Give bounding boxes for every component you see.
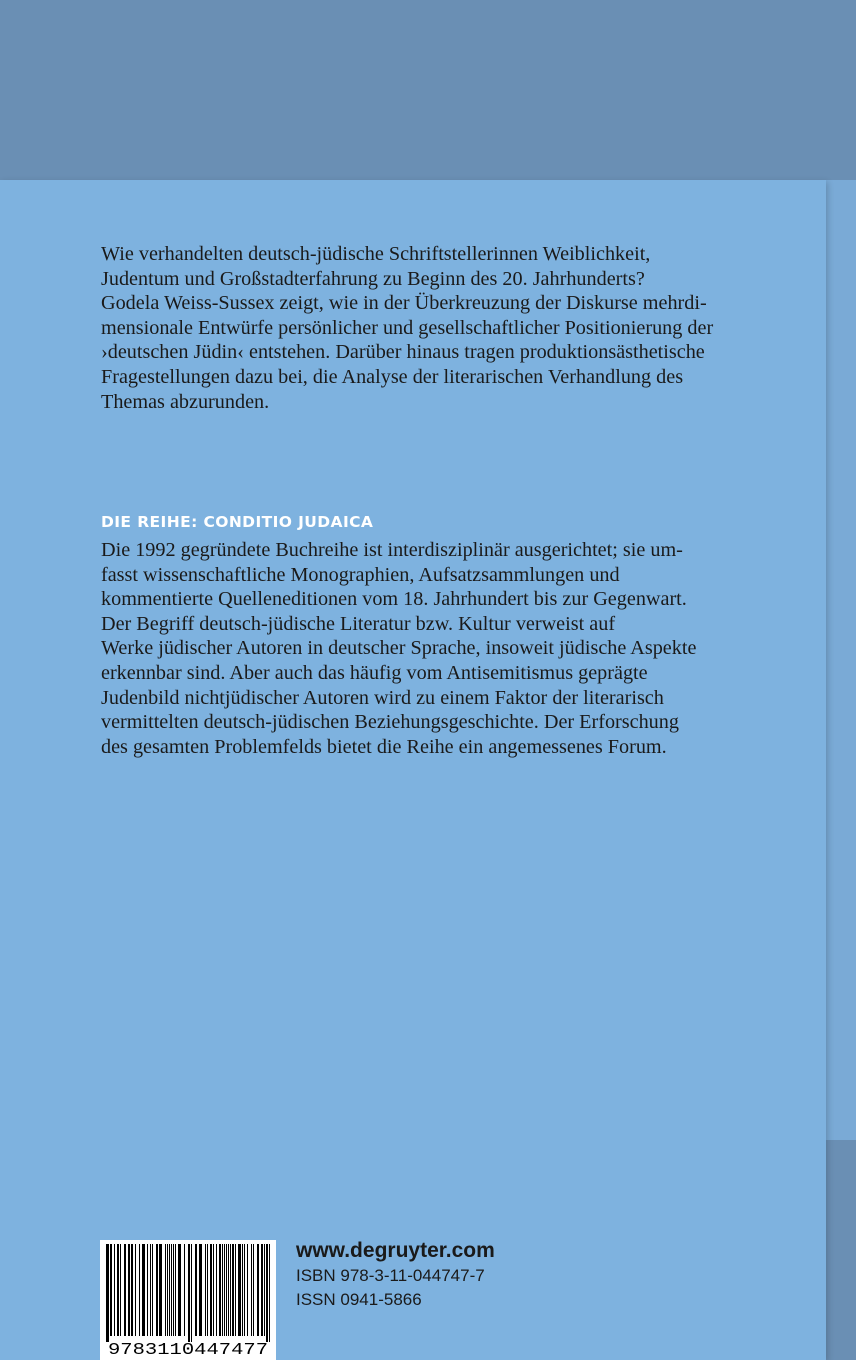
barcode-bar (261, 1244, 263, 1336)
barcode-bar (173, 1244, 174, 1336)
blurb-line: Wie verhandelten deutsch-jüdische Schriftstellerinnen Weiblichkeit, (101, 243, 651, 265)
barcode-bar (142, 1244, 145, 1336)
barcode-bar (188, 1244, 190, 1342)
barcode-digits: 9783110447477 (108, 1341, 268, 1360)
series-heading: DIE REIHE: CONDITIO JUDAICA (101, 513, 374, 531)
series-line: des gesamten Problemfelds bietet die Reihe ein angemessenes Forum. (101, 735, 667, 758)
blurb-line: Fragestellungen dazu bei, die Analyse der literarischen Verhandlung des (101, 365, 684, 388)
issn-number: ISSN 0941-5866 (296, 1290, 422, 1309)
barcode-bar (175, 1244, 176, 1336)
barcode-bar (135, 1244, 136, 1336)
cover-edge (826, 180, 856, 1140)
series-line: erkennbar sind. Aber auch das häufig vom Antisemitismus geprägte (101, 661, 648, 684)
barcode-bar (152, 1244, 153, 1336)
barcode-bar (238, 1244, 241, 1336)
barcode-bar (120, 1244, 121, 1336)
barcode-bar (171, 1244, 172, 1336)
barcode-bar (184, 1244, 185, 1336)
barcode-graphic (100, 1240, 276, 1360)
barcode-bar (114, 1244, 115, 1336)
barcode-bar (106, 1244, 109, 1342)
barcode-bar (235, 1244, 236, 1336)
barcode-bar (247, 1244, 248, 1336)
series-line: Die 1992 gegründete Buchreihe ist interdisziplinär ausgerichtet; sie um- (101, 539, 683, 561)
barcode-bar (228, 1244, 229, 1336)
barcode-bar (147, 1244, 148, 1336)
series-line: fasst wissenschaftliche Monographien, Aufsatzsammlungen und (101, 563, 620, 586)
isbn-barcode (100, 1240, 276, 1360)
isbn-number: ISBN 978-3-11-044747-7 (296, 1266, 485, 1285)
barcode-bar (139, 1244, 140, 1336)
barcode-bar (226, 1244, 227, 1336)
barcode-bar (199, 1244, 202, 1336)
barcode-bar (253, 1244, 254, 1336)
barcode-bar (266, 1244, 268, 1342)
barcode-bar (213, 1244, 214, 1336)
barcode-bar (191, 1244, 192, 1342)
publisher-website[interactable]: www.degruyter.com (296, 1239, 495, 1262)
blurb-line: Themas abzurunden. (101, 390, 270, 413)
barcode-bar (169, 1244, 170, 1336)
series-description (101, 538, 741, 759)
barcode-bar (110, 1244, 112, 1336)
barcode-bar (117, 1244, 119, 1336)
barcode-bar (251, 1244, 252, 1336)
blurb-line: Judentum und Großstadterfahrung zu Beginn des 20. Jahrhunderts? (101, 267, 645, 290)
barcode-bar (150, 1244, 151, 1336)
barcode-bar (195, 1244, 197, 1336)
barcode-bar (230, 1244, 231, 1336)
barcode-bar (128, 1244, 130, 1336)
barcode-bar (219, 1244, 221, 1336)
barcode-bar (222, 1244, 223, 1336)
barcode-bar (159, 1244, 162, 1336)
barcode-bar (216, 1244, 217, 1336)
series-line: Judenbild nichtjüdischer Autoren wird zu einem Faktor der literarisch (101, 686, 664, 709)
book-blurb (101, 242, 741, 414)
barcode-bar (210, 1244, 212, 1336)
blurb-line: mensionale Entwürfe persönlicher und gesellschaftlicher Positionierung der (101, 316, 714, 339)
series-line: Der Begriff deutsch-jüdische Literatur bzw. Kultur verweist auf (101, 612, 616, 635)
barcode-bar (232, 1244, 234, 1336)
barcode-bar (257, 1244, 259, 1336)
barcode-bar (156, 1244, 158, 1336)
series-line: kommentierte Quelleneditionen vom 18. Jahrhundert bis zur Gegenwart. (101, 588, 687, 611)
barcode-bar (224, 1244, 225, 1336)
barcode-bar (124, 1244, 126, 1336)
barcode-bar (264, 1244, 265, 1336)
barcode-bar (207, 1244, 208, 1336)
barcode-bar (242, 1244, 243, 1336)
series-line: Werke jüdischer Autoren in deutscher Sprache, insoweit jüdische Aspekte (101, 637, 697, 660)
barcode-bar (165, 1244, 166, 1336)
barcode-bar (167, 1244, 168, 1336)
back-cover-panel (0, 180, 826, 1360)
blurb-line: ›deutschen Jüdin‹ entstehen. Darüber hinaus tragen produktionsästhetische (101, 341, 705, 364)
publisher-info (296, 1238, 495, 1312)
blurb-line: Godela Weiss-Sussex zeigt, wie in der Überkreuzung der Diskurse mehrdi- (101, 292, 707, 315)
barcode-bar (131, 1244, 133, 1336)
barcode-bar (269, 1244, 270, 1342)
barcode-bar (178, 1244, 181, 1336)
barcode-bar (205, 1244, 206, 1336)
barcode-bar (244, 1244, 245, 1336)
series-line: vermittelten deutsch-jüdischen Beziehungsgeschichte. Der Erforschung (101, 711, 679, 734)
